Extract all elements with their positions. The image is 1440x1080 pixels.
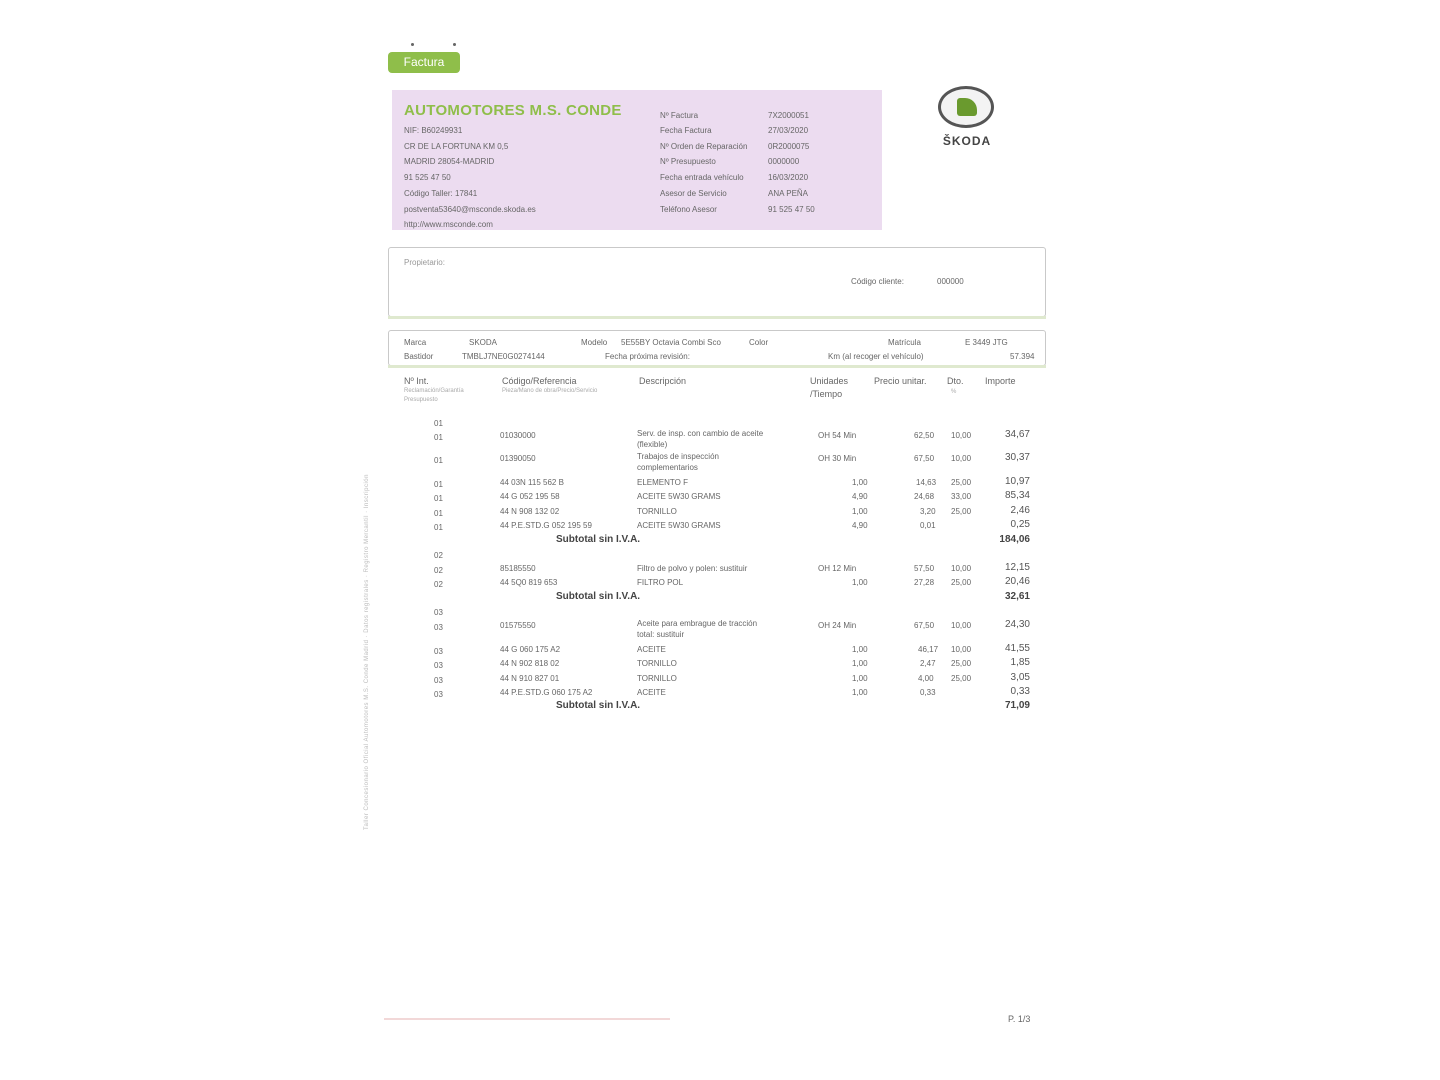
meta-label: Nº Orden de Reparación — [660, 142, 748, 151]
row-price: 67,50 — [914, 621, 935, 630]
col-discount: Dto. — [947, 376, 964, 386]
brand-label: Marca — [404, 338, 427, 347]
subtotal-label: Subtotal sin I.V.A. — [556, 534, 641, 545]
row-price: 27,28 — [914, 578, 935, 587]
row-description: ELEMENTO F — [637, 478, 688, 487]
row-code: 44 P.E.STD.G 060 175 A2 — [500, 688, 593, 697]
company-workshop-code: Código Taller: 17841 — [404, 189, 478, 198]
row-units: 1,00 — [852, 674, 868, 683]
row-description: ACEITE 5W30 GRAMS — [637, 521, 721, 530]
row-amount: 24,30 — [1004, 619, 1030, 630]
row-amount: 12,15 — [1004, 562, 1030, 573]
row-discount: 10,00 — [951, 645, 972, 654]
skoda-logo — [930, 86, 1004, 152]
row-code: 44 N 910 827 01 — [500, 674, 560, 683]
row-amount: 2,46 — [1010, 505, 1030, 516]
row-code: 01575550 — [500, 621, 536, 630]
col-units: Unidades — [810, 376, 849, 386]
next-service-label: Fecha próxima revisión: — [605, 352, 690, 361]
row-code: 44 G 060 175 A2 — [500, 645, 561, 654]
subtotal-label: Subtotal sin I.V.A. — [556, 700, 641, 711]
tab-dots — [411, 43, 457, 47]
col-units-2: /Tiempo — [810, 389, 843, 399]
row-price: 0,01 — [920, 521, 936, 530]
meta-label: Nº Presupuesto — [660, 157, 716, 166]
row-amount: 85,34 — [1004, 490, 1030, 501]
col-nint: Nº Int. — [404, 376, 429, 386]
row-amount: 34,67 — [1004, 429, 1030, 440]
plate-label: Matrícula — [888, 338, 921, 347]
row-amount: 3,05 — [1010, 672, 1030, 683]
row-units: 1,00 — [852, 688, 868, 697]
row-price: 57,50 — [914, 564, 935, 573]
model-label: Modelo — [581, 338, 608, 347]
chassis-label: Bastidor — [404, 352, 434, 361]
invoice-number: 7X2000051 — [768, 111, 809, 120]
company-website: http://www.msconde.com — [404, 220, 493, 229]
col-description: Descripción — [639, 376, 687, 386]
col-code: Código/Referencia — [502, 376, 577, 386]
row-units: OH 12 Min — [818, 564, 857, 573]
km-value: 57.394 — [1010, 352, 1035, 361]
group-id: 02 — [434, 551, 443, 560]
row-price: 62,50 — [914, 431, 935, 440]
row-description: ACEITE 5W30 GRAMS — [637, 492, 721, 501]
invoice-date: 27/03/2020 — [768, 126, 809, 135]
row-nint: 01 — [434, 456, 443, 465]
row-amount: 41,55 — [1004, 643, 1030, 654]
client-code-value: 000000 — [937, 277, 964, 286]
side-legal-text: Taller Concesionario Oficial Automotores M.S. Conde Madrid · Datos registrales · Registro Mercantil · Inscripción — [364, 474, 370, 830]
logo-text: ŠKODA — [942, 134, 992, 148]
row-description: TORNILLO — [637, 659, 677, 668]
company-name: AUTOMOTORES M.S. CONDE — [404, 102, 622, 119]
row-code: 44 N 902 818 02 — [500, 659, 560, 668]
row-price: 2,47 — [920, 659, 936, 668]
row-description-2: complementarios — [637, 463, 698, 472]
row-nint: 03 — [434, 690, 443, 699]
row-nint: 03 — [434, 661, 443, 670]
row-description: Trabajos de inspección — [637, 452, 719, 461]
row-price: 46,17 — [918, 645, 939, 654]
row-units: OH 54 Min — [818, 431, 857, 440]
row-description: ACEITE — [637, 645, 666, 654]
row-units: 4,90 — [852, 521, 868, 530]
row-code: 01390050 — [500, 454, 536, 463]
subtotal-value: 32,61 — [1004, 591, 1030, 602]
row-nint: 01 — [434, 494, 443, 503]
row-discount: 10,00 — [951, 621, 972, 630]
row-discount: 25,00 — [951, 507, 972, 516]
row-code: 44 N 908 132 02 — [500, 507, 560, 516]
service-advisor: ANA PEÑA — [768, 189, 809, 198]
row-amount: 0,33 — [1010, 686, 1030, 697]
row-price: 14,63 — [916, 478, 937, 487]
row-nint: 01 — [434, 480, 443, 489]
col-code-sub: Pieza/Mano de obra/Precio/Servicio — [502, 388, 598, 394]
row-price: 4,00 — [918, 674, 934, 683]
row-discount: 33,00 — [951, 492, 972, 501]
row-nint: 02 — [434, 580, 443, 589]
row-description: TORNILLO — [637, 674, 677, 683]
col-unit-price: Precio unitar. — [874, 376, 927, 386]
row-description: FILTRO POL — [637, 578, 684, 587]
owner-label: Propietario: — [404, 258, 445, 267]
row-nint: 01 — [434, 523, 443, 532]
plate-value: E 3449 JTG — [965, 338, 1008, 347]
row-discount: 25,00 — [951, 478, 972, 487]
row-nint: 03 — [434, 623, 443, 632]
row-code: 44 03N 115 562 B — [500, 478, 564, 487]
row-units: 4,90 — [852, 492, 868, 501]
row-discount: 25,00 — [951, 674, 972, 683]
row-price: 3,20 — [920, 507, 936, 516]
repair-order-number: 0R2000075 — [768, 142, 810, 151]
brand-value: SKODA — [469, 338, 498, 347]
footer-line — [384, 1018, 670, 1020]
row-code: 44 P.E.STD.G 052 195 59 — [500, 521, 592, 530]
client-box-underline — [388, 316, 1046, 319]
row-units: 1,00 — [852, 645, 868, 654]
invoice-tab: Factura — [388, 52, 460, 73]
row-nint: 01 — [434, 433, 443, 442]
meta-label: Teléfono Asesor — [660, 205, 717, 214]
row-amount: 1,85 — [1010, 657, 1030, 668]
col-discount-sub: % — [951, 389, 957, 395]
row-nint: 01 — [434, 509, 443, 518]
km-label: Km (al recoger el vehículo) — [828, 352, 924, 361]
page-number: P. 1/3 — [1008, 1014, 1031, 1024]
row-discount: 10,00 — [951, 564, 972, 573]
row-description: ACEITE — [637, 688, 666, 697]
row-units: 1,00 — [852, 578, 868, 587]
row-price: 67,50 — [914, 454, 935, 463]
subtotal-value: 184,06 — [999, 534, 1030, 545]
company-address: CR DE LA FORTUNA KM 0,5 — [404, 142, 509, 151]
row-description-2: total: sustituir — [637, 630, 685, 639]
budget-number: 0000000 — [768, 157, 800, 166]
advisor-phone: 91 525 47 50 — [768, 205, 815, 214]
row-code: 85185550 — [500, 564, 536, 573]
row-code: 44 5Q0 819 653 — [500, 578, 558, 587]
row-units: 1,00 — [852, 507, 868, 516]
row-description: Serv. de insp. con cambio de aceite — [637, 429, 764, 438]
meta-label: Fecha entrada vehículo — [660, 173, 744, 182]
client-code-label: Código cliente: — [851, 277, 904, 286]
meta-label: Nº Factura — [660, 111, 699, 120]
row-nint: 02 — [434, 566, 443, 575]
row-description: Filtro de polvo y polen: sustituir — [637, 564, 748, 573]
row-description: Aceite para embrague de tracción — [637, 619, 758, 628]
col-nint-sub1: Reclamación/Garantía — [404, 388, 464, 394]
row-description-2: (flexible) — [637, 440, 668, 449]
company-nif: NIF: B60249931 — [404, 126, 463, 135]
company-city: MADRID 28054-MADRID — [404, 157, 495, 166]
row-discount: 10,00 — [951, 431, 972, 440]
meta-label: Fecha Factura — [660, 126, 712, 135]
row-discount: 10,00 — [951, 454, 972, 463]
company-email: postventa53640@msconde.skoda.es — [404, 205, 536, 214]
row-price: 0,33 — [920, 688, 936, 697]
meta-label: Asesor de Servicio — [660, 189, 727, 198]
model-value: 5E55BY Octavia Combi Sco — [621, 338, 721, 347]
row-nint: 03 — [434, 676, 443, 685]
chassis-value: TMBLJ7NE0G0274144 — [462, 352, 545, 361]
vehicle-box-underline — [388, 365, 1046, 368]
row-amount: 30,37 — [1004, 452, 1030, 463]
col-nint-sub2: Presupuesto — [404, 397, 438, 403]
col-amount: Importe — [985, 376, 1016, 386]
row-amount: 20,46 — [1004, 576, 1030, 587]
row-units: 1,00 — [852, 478, 868, 487]
row-code: 01030000 — [500, 431, 536, 440]
row-discount: 25,00 — [951, 578, 972, 587]
row-amount: 0,25 — [1010, 519, 1030, 530]
subtotal-value: 71,09 — [1004, 700, 1030, 711]
vehicle-entry-date: 16/03/2020 — [768, 173, 809, 182]
row-amount: 10,97 — [1004, 476, 1030, 487]
row-units: OH 24 Min — [818, 621, 857, 630]
row-code: 44 G 052 195 58 — [500, 492, 560, 501]
subtotal-label: Subtotal sin I.V.A. — [556, 591, 641, 602]
row-units: OH 30 Min — [818, 454, 857, 463]
row-nint: 03 — [434, 647, 443, 656]
company-phone: 91 525 47 50 — [404, 173, 451, 182]
group-id: 01 — [434, 419, 443, 428]
row-description: TORNILLO — [637, 507, 677, 516]
color-label: Color — [749, 338, 769, 347]
group-id: 03 — [434, 608, 443, 617]
row-price: 24,68 — [914, 492, 935, 501]
skoda-arrow-icon — [938, 86, 994, 128]
row-discount: 25,00 — [951, 659, 972, 668]
row-units: 1,00 — [852, 659, 868, 668]
